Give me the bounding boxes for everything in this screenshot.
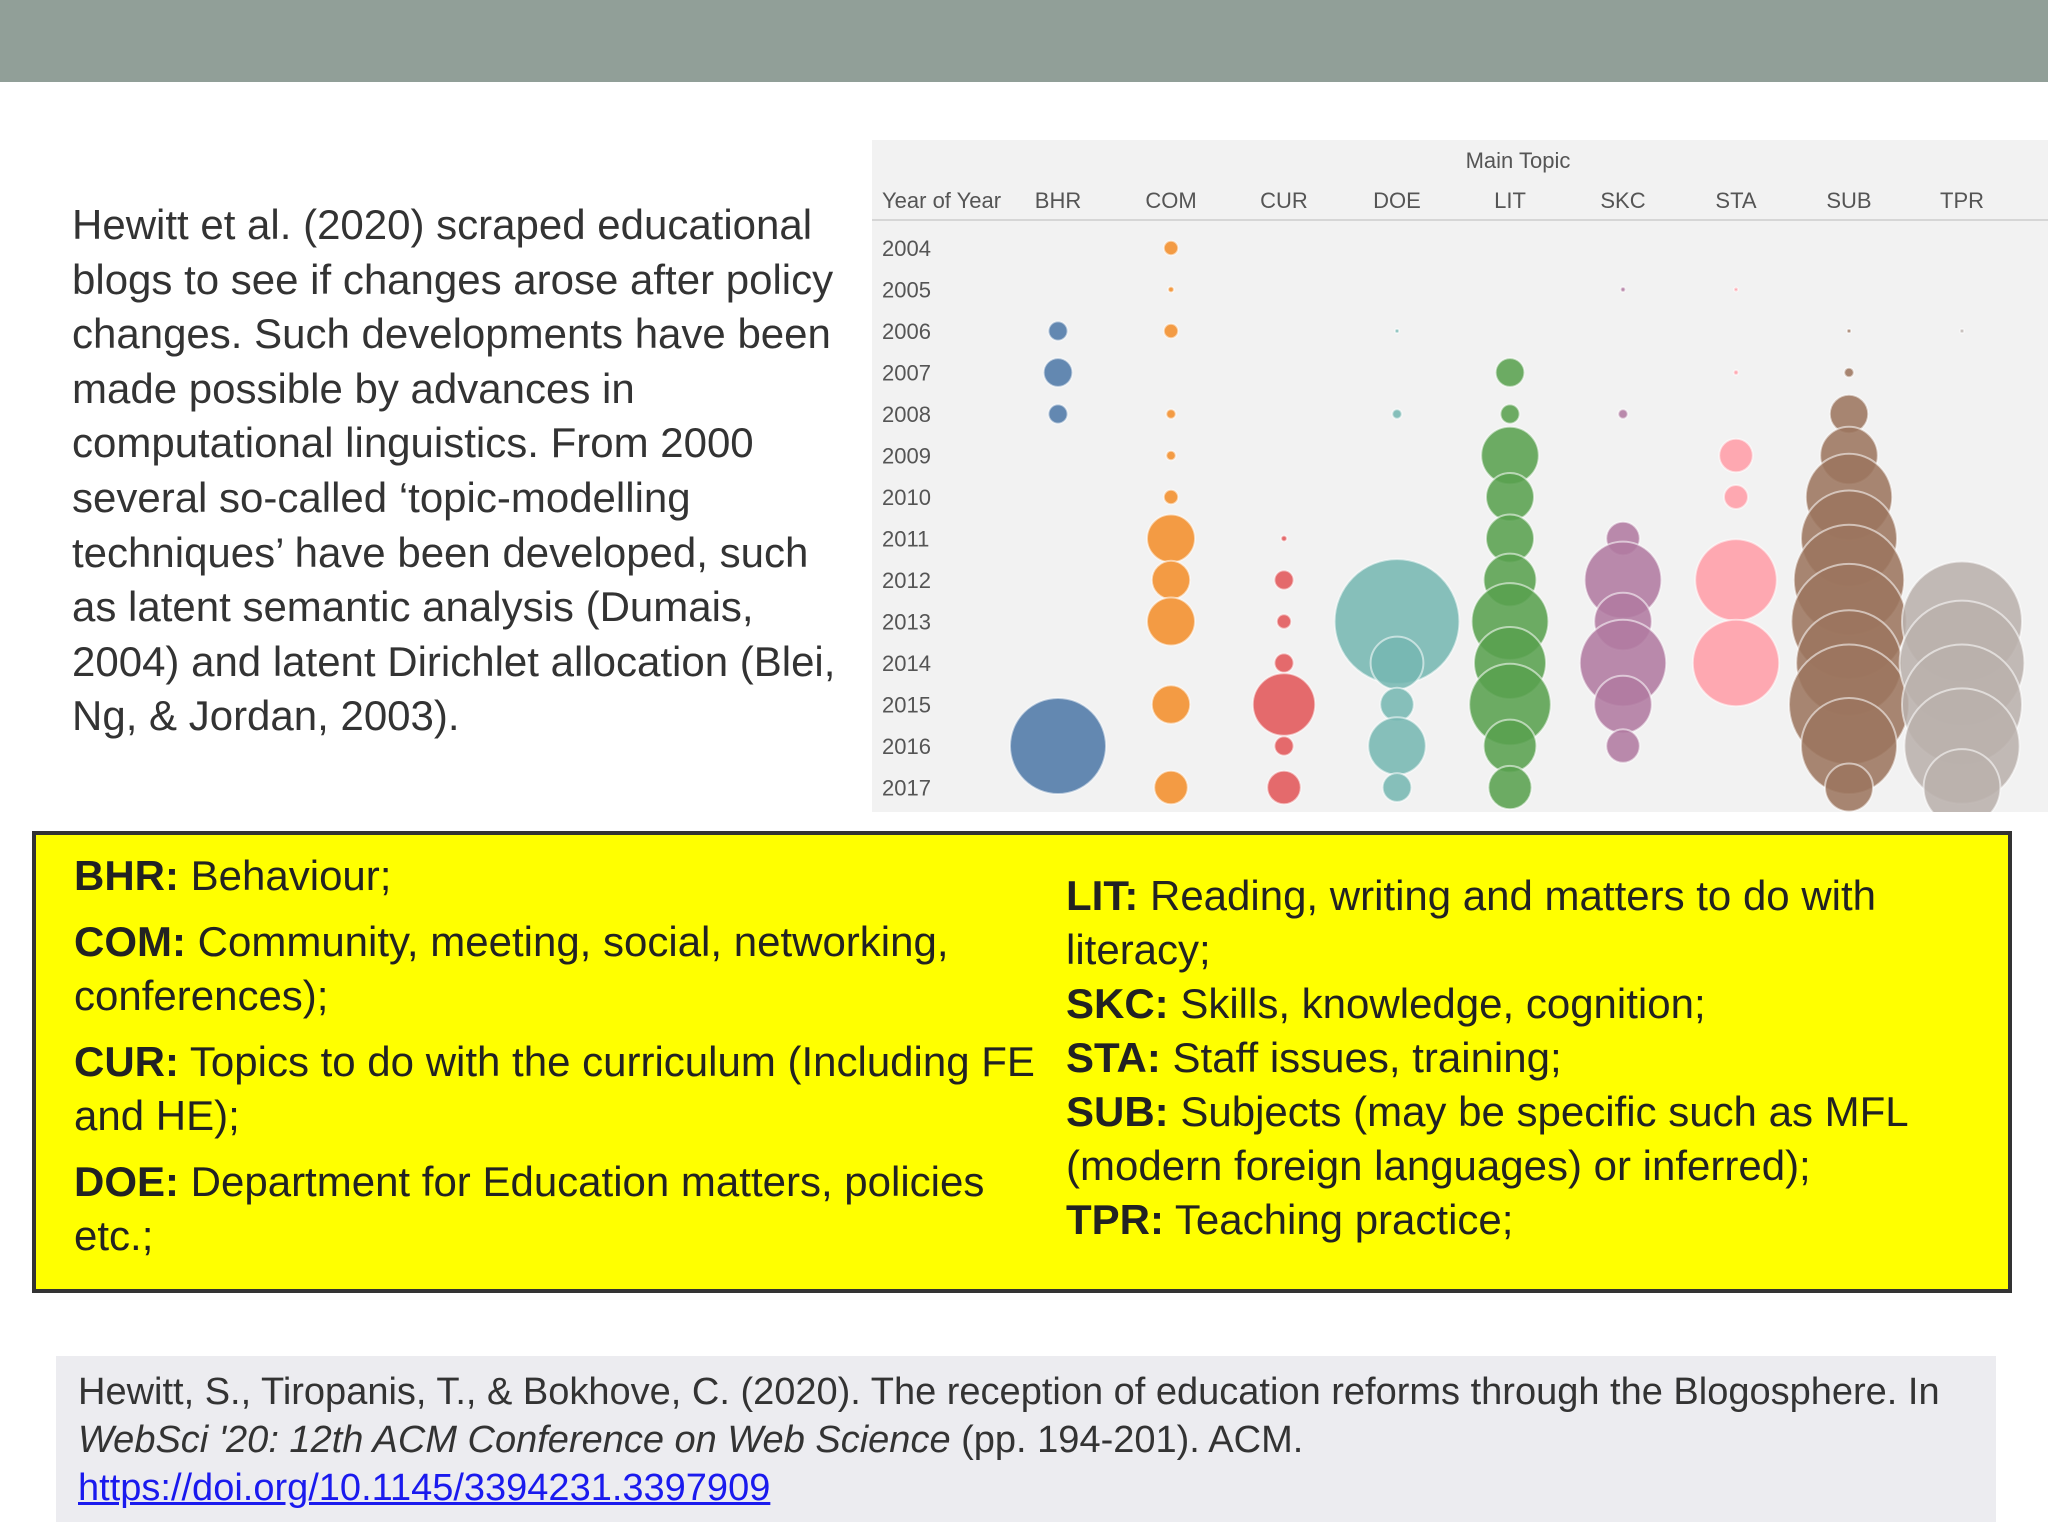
chart-row-header: Year of Year [882, 188, 1002, 213]
bubble-doe-2006 [1395, 329, 1399, 333]
glossary-desc: Skills, knowledge, cognition; [1168, 980, 1706, 1027]
column-label-doe: DOE [1373, 188, 1421, 213]
bubble-com-2015 [1152, 685, 1190, 723]
bubble-sub-2017 [1825, 764, 1873, 812]
bubble-bhr-2008 [1048, 404, 1067, 423]
row-label-2017: 2017 [882, 775, 931, 801]
reference-venue: WebSci '20: 12th ACM Conference on Web Science [78, 1419, 951, 1461]
chart-title: Main Topic [1465, 148, 1571, 173]
bubble-skc-2015 [1594, 676, 1652, 734]
chart-svg [872, 140, 2048, 812]
bubble-com-2006 [1164, 324, 1178, 338]
bubble-com-2004 [1164, 241, 1178, 255]
row-label-2009: 2009 [882, 443, 931, 469]
bubble-doe-2014 [1371, 637, 1424, 690]
glossary-code: COM: [74, 918, 186, 965]
column-label-com: COM [1145, 188, 1197, 213]
glossary-desc: Community, meeting, social, networking, conferences); [74, 918, 949, 1019]
row-label-2015: 2015 [882, 692, 931, 718]
row-label-2014: 2014 [882, 651, 931, 676]
glossary-item-doe [74, 1155, 1064, 1263]
bubble-sta-2012 [1695, 539, 1777, 621]
row-label-2004: 2004 [882, 236, 931, 261]
bubble-lit-2016 [1484, 720, 1537, 773]
reference-pages: (pp. 194-201). ACM. [950, 1419, 1304, 1461]
bubble-bhr-2007 [1044, 358, 1073, 387]
bubble-sta-2009 [1719, 439, 1753, 473]
bubble-bhr-2016 [1010, 698, 1106, 794]
column-label-sub: SUB [1826, 188, 1872, 213]
chart-marks [882, 188, 2024, 812]
bubble-cur-2015 [1253, 673, 1315, 735]
glossary-desc: Staff issues, training; [1160, 1034, 1562, 1081]
glossary-code: DOE: [74, 1158, 179, 1205]
title-band [0, 0, 2048, 82]
bubble-com-2011 [1147, 515, 1195, 563]
topic-bubble-chart [872, 140, 2048, 812]
bubble-cur-2011 [1281, 536, 1287, 542]
bubble-com-2010 [1164, 490, 1178, 504]
glossary-item-skc [1066, 977, 2006, 1031]
bubble-skc-2016 [1606, 729, 1640, 763]
bubble-cur-2013 [1277, 614, 1291, 628]
glossary-right-column [1066, 869, 2006, 1247]
bubble-lit-2007 [1496, 358, 1525, 387]
bubble-sub-2006 [1847, 329, 1851, 333]
bubble-lit-2017 [1488, 766, 1531, 809]
bubble-sta-2005 [1734, 288, 1738, 292]
glossary-item-cur [74, 1035, 1064, 1143]
bubble-com-2005 [1168, 287, 1174, 293]
glossary-code: SKC: [1066, 980, 1169, 1027]
glossary-desc: Behaviour; [178, 852, 392, 899]
column-label-lit: LIT [1494, 188, 1526, 213]
bubble-com-2008 [1166, 409, 1176, 419]
bubble-skc-2005 [1621, 287, 1626, 292]
column-label-tpr: TPR [1940, 188, 1984, 213]
glossary-desc: Reading, writing and matters to do with literacy; [1066, 872, 1877, 973]
bubble-skc-2008 [1618, 409, 1628, 419]
row-label-2011: 2011 [882, 526, 930, 552]
glossary-code: SUB: [1066, 1088, 1169, 1135]
glossary-desc: Teaching practice; [1164, 1196, 1514, 1243]
glossary-code: LIT: [1066, 872, 1139, 919]
bubble-cur-2014 [1274, 653, 1293, 672]
bubble-sub-2007 [1844, 368, 1854, 378]
bubble-cur-2017 [1267, 771, 1301, 805]
row-label-2012: 2012 [882, 568, 931, 593]
glossary-item-tpr [1066, 1193, 2006, 1247]
bubble-cur-2012 [1274, 570, 1293, 589]
bubble-bhr-2006 [1048, 321, 1067, 340]
bubble-com-2009 [1166, 451, 1176, 461]
bubble-doe-2008 [1392, 409, 1402, 419]
bubble-com-2013 [1147, 598, 1195, 646]
bubble-sta-2014 [1693, 620, 1779, 706]
glossary-desc: Topics to do with the curriculum (Including FE and HE); [74, 1038, 1035, 1139]
row-label-2007: 2007 [882, 360, 931, 386]
column-label-sta: STA [1715, 188, 1757, 213]
bubble-lit-2008 [1500, 404, 1519, 423]
bubble-tpr-2006 [1960, 329, 1964, 333]
reference-box [56, 1356, 1996, 1522]
glossary-code: BHR: [74, 852, 179, 899]
bubble-sta-2010 [1724, 485, 1748, 509]
glossary-code: CUR: [74, 1038, 179, 1085]
doi-link[interactable]: https://doi.org/10.1145/3394231.3397909 [78, 1467, 771, 1509]
bubble-com-2017 [1154, 771, 1188, 805]
bubble-doe-2016 [1368, 717, 1426, 775]
glossary-item-bhr [74, 849, 1064, 903]
glossary-code: TPR: [1066, 1196, 1164, 1243]
bubble-cur-2016 [1274, 736, 1293, 755]
row-label-2008: 2008 [882, 402, 931, 427]
column-label-skc: SKC [1600, 188, 1646, 213]
glossary-item-lit [1066, 869, 2006, 977]
row-label-2006: 2006 [882, 319, 931, 344]
glossary-left-column [74, 849, 1064, 1275]
bubble-sta-2007 [1734, 370, 1739, 375]
glossary-desc: Department for Education matters, policies etc.; [74, 1158, 985, 1259]
row-label-2013: 2013 [882, 609, 931, 635]
glossary-item-com [74, 915, 1064, 1023]
glossary-code: STA: [1066, 1034, 1161, 1081]
reference-text: Hewitt, S., Tiropanis, T., & Bokhove, C. (2020). The reception of education reforms through the Blogosphere. In [78, 1371, 1940, 1413]
glossary-item-sub [1066, 1085, 2006, 1193]
glossary-desc: Subjects (may be specific such as MFL (modern foreign languages) or inferred); [1066, 1088, 1908, 1189]
row-label-2016: 2016 [882, 734, 931, 759]
intro-paragraph: Hewitt et al. (2020) scraped educational blogs to see if changes arose after policy changes. Such developments have been made possible by advances in computational linguistics. From 2000 several so-called ‘topic-modelling techniques’ have been developed, such as latent semantic analysis (Dumais, 2004) and latent Dirichlet allocation (Blei, Ng, & Jordan, 2003). [72, 201, 836, 740]
column-label-bhr: BHR [1034, 188, 1082, 213]
bubble-doe-2017 [1383, 773, 1412, 802]
column-label-cur: CUR [1260, 188, 1308, 213]
row-label-2010: 2010 [882, 485, 931, 510]
topic-glossary [32, 831, 2012, 1293]
bubble-com-2012 [1152, 561, 1190, 599]
glossary-item-sta [1066, 1031, 2006, 1085]
row-label-2005: 2005 [882, 277, 931, 303]
